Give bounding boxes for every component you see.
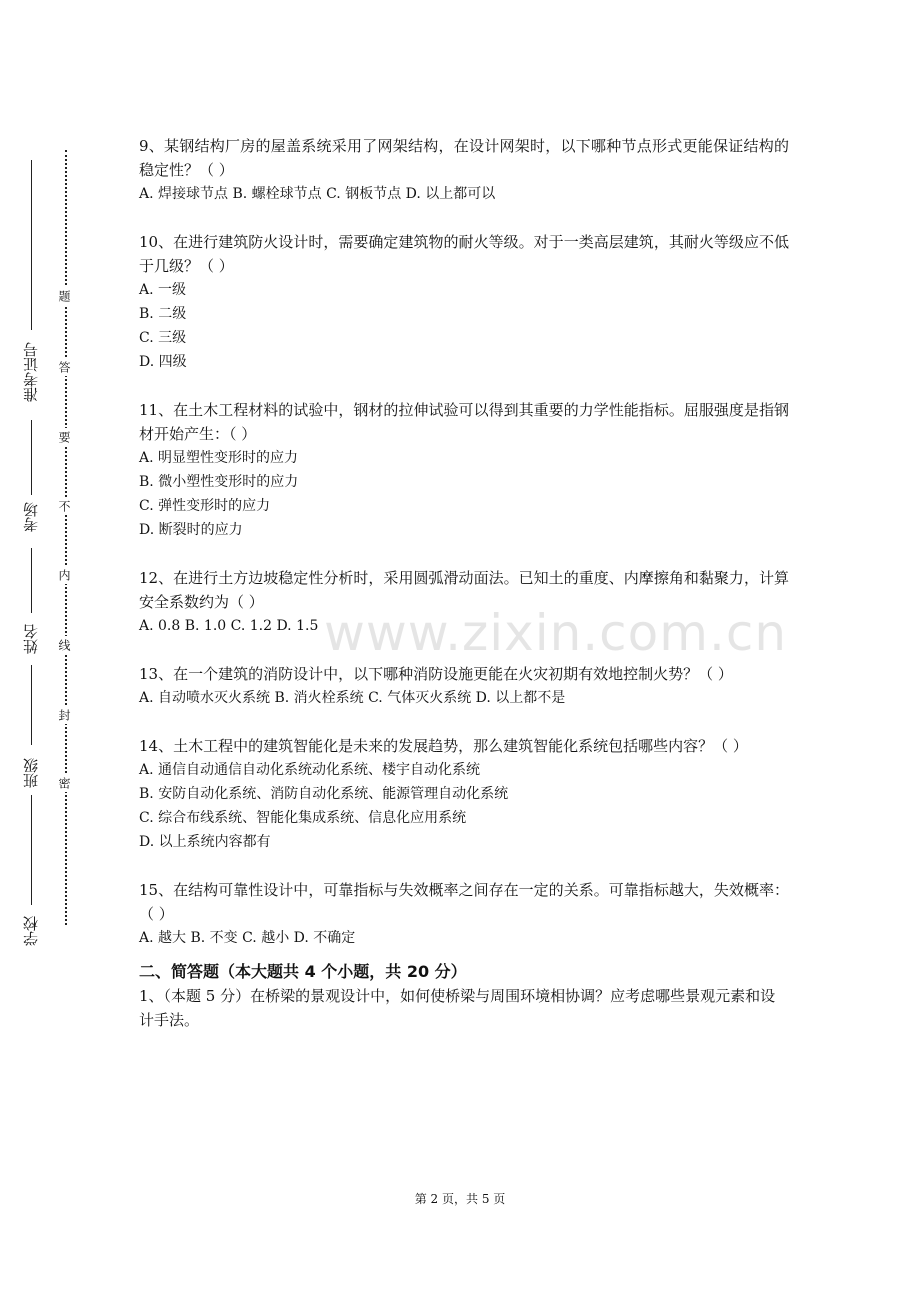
option-b: B. 安防自动化系统、消防自动化系统、能源管理自动化系统	[139, 786, 509, 802]
question-stem: 15、在结构可靠性设计中，可靠指标与失效概率之间存在一定的关系。可靠指标越大，失效概率：（ ）	[139, 881, 789, 923]
question-stem: 14、土木工程中的建筑智能化是未来的发展趋势，那么建筑智能化系统包括哪些内容？（ ）	[139, 737, 748, 755]
option-c: C. 三级	[139, 330, 187, 346]
option-c: C. 弹性变形时的应力	[139, 498, 271, 514]
seal-char: 答	[57, 358, 73, 376]
exam-number-label: 准考证号	[22, 342, 40, 402]
question-stem: 10、在进行建筑防火设计时，需要确定建筑物的耐火等级。对于一类高层建筑，其耐火等级应不低于几级？（ ）	[139, 233, 789, 275]
option-line: A. 焊接球节点 B. 螺栓球节点 C. 钢板节点 D. 以上都可以	[139, 186, 496, 202]
seal-char: 内	[57, 566, 73, 584]
option-d: D. 以上系统内容都有	[139, 834, 271, 850]
question-10	[139, 230, 789, 374]
name-blank[interactable]	[31, 548, 32, 613]
option-line: A. 自动喷水灭火系统 B. 消火栓系统 C. 气体灭火系统 D. 以上都不是	[139, 690, 566, 706]
question-stem: 9、某钢结构厂房的屋盖系统采用了网架结构，在设计网架时，以下哪种节点形式更能保证结构的稳定性？（ ）	[139, 137, 789, 179]
seal-dotted-line	[65, 150, 67, 925]
option-line: A. 0.8 B. 1.0 C. 1.2 D. 1.5	[139, 618, 319, 634]
name-label: 姓名	[22, 624, 40, 654]
question-content	[139, 134, 789, 1032]
question-15	[139, 878, 789, 950]
seal-char: 密	[57, 774, 73, 792]
section-title: 二、简答题（本大题共 4 个小题，共 20 分）	[139, 962, 467, 981]
question-13	[139, 662, 789, 710]
question-stem: 11、在土木工程材料的试验中，钢材的拉伸试验可以得到其重要的力学性能指标。屈服强度是指钢材开始产生：（ ）	[139, 401, 789, 443]
binding-margin	[0, 0, 100, 1302]
exam-number-blank[interactable]	[31, 160, 32, 330]
exam-room-blank[interactable]	[31, 420, 32, 495]
class-label: 班级	[22, 758, 40, 788]
seal-char: 线	[57, 636, 73, 654]
page-number-footer: 第 2 页，共 5 页	[414, 1192, 506, 1206]
exam-room-label: 考场	[22, 502, 40, 532]
option-b: B. 微小塑性变形时的应力	[139, 474, 299, 490]
question-14	[139, 734, 789, 854]
short-answer-question-1: 1、（本题 5 分）在桥梁的景观设计中，如何使桥梁与周围环境相协调？应考虑哪些景观元素和设计手法。	[139, 987, 776, 1029]
class-blank[interactable]	[31, 665, 32, 745]
option-a: A. 明显塑性变形时的应力	[139, 450, 299, 466]
option-line: A. 越大 B. 不变 C. 越小 D. 不确定	[139, 930, 356, 946]
watermark: www.zixin.com.cn	[324, 604, 788, 662]
option-d: D. 断裂时的应力	[139, 522, 243, 538]
question-stem: 13、在一个建筑的消防设计中，以下哪种消防设施更能在火灾初期有效地控制火势？（ ）	[139, 665, 733, 683]
seal-char: 封	[57, 706, 73, 724]
question-11	[139, 398, 789, 542]
option-a: A. 通信自动通信自动化系统动化系统、楼宇自动化系统	[139, 762, 481, 778]
option-c: C. 综合布线系统、智能化集成系统、信息化应用系统	[139, 810, 467, 826]
school-label: 学校	[22, 916, 40, 946]
question-stem: 12、在进行土方边坡稳定性分析时，采用圆弧滑动面法。已知土的重度、内摩擦角和黏聚力，计算安全系数约为（ ）	[139, 569, 789, 611]
seal-char: 不	[57, 497, 73, 515]
option-a: A. 一级	[139, 282, 187, 298]
seal-char: 要	[57, 428, 73, 446]
question-9	[139, 134, 789, 206]
option-d: D. 四级	[139, 354, 187, 370]
option-b: B. 二级	[139, 306, 187, 322]
school-blank[interactable]	[31, 795, 32, 905]
seal-char: 题	[57, 287, 73, 305]
